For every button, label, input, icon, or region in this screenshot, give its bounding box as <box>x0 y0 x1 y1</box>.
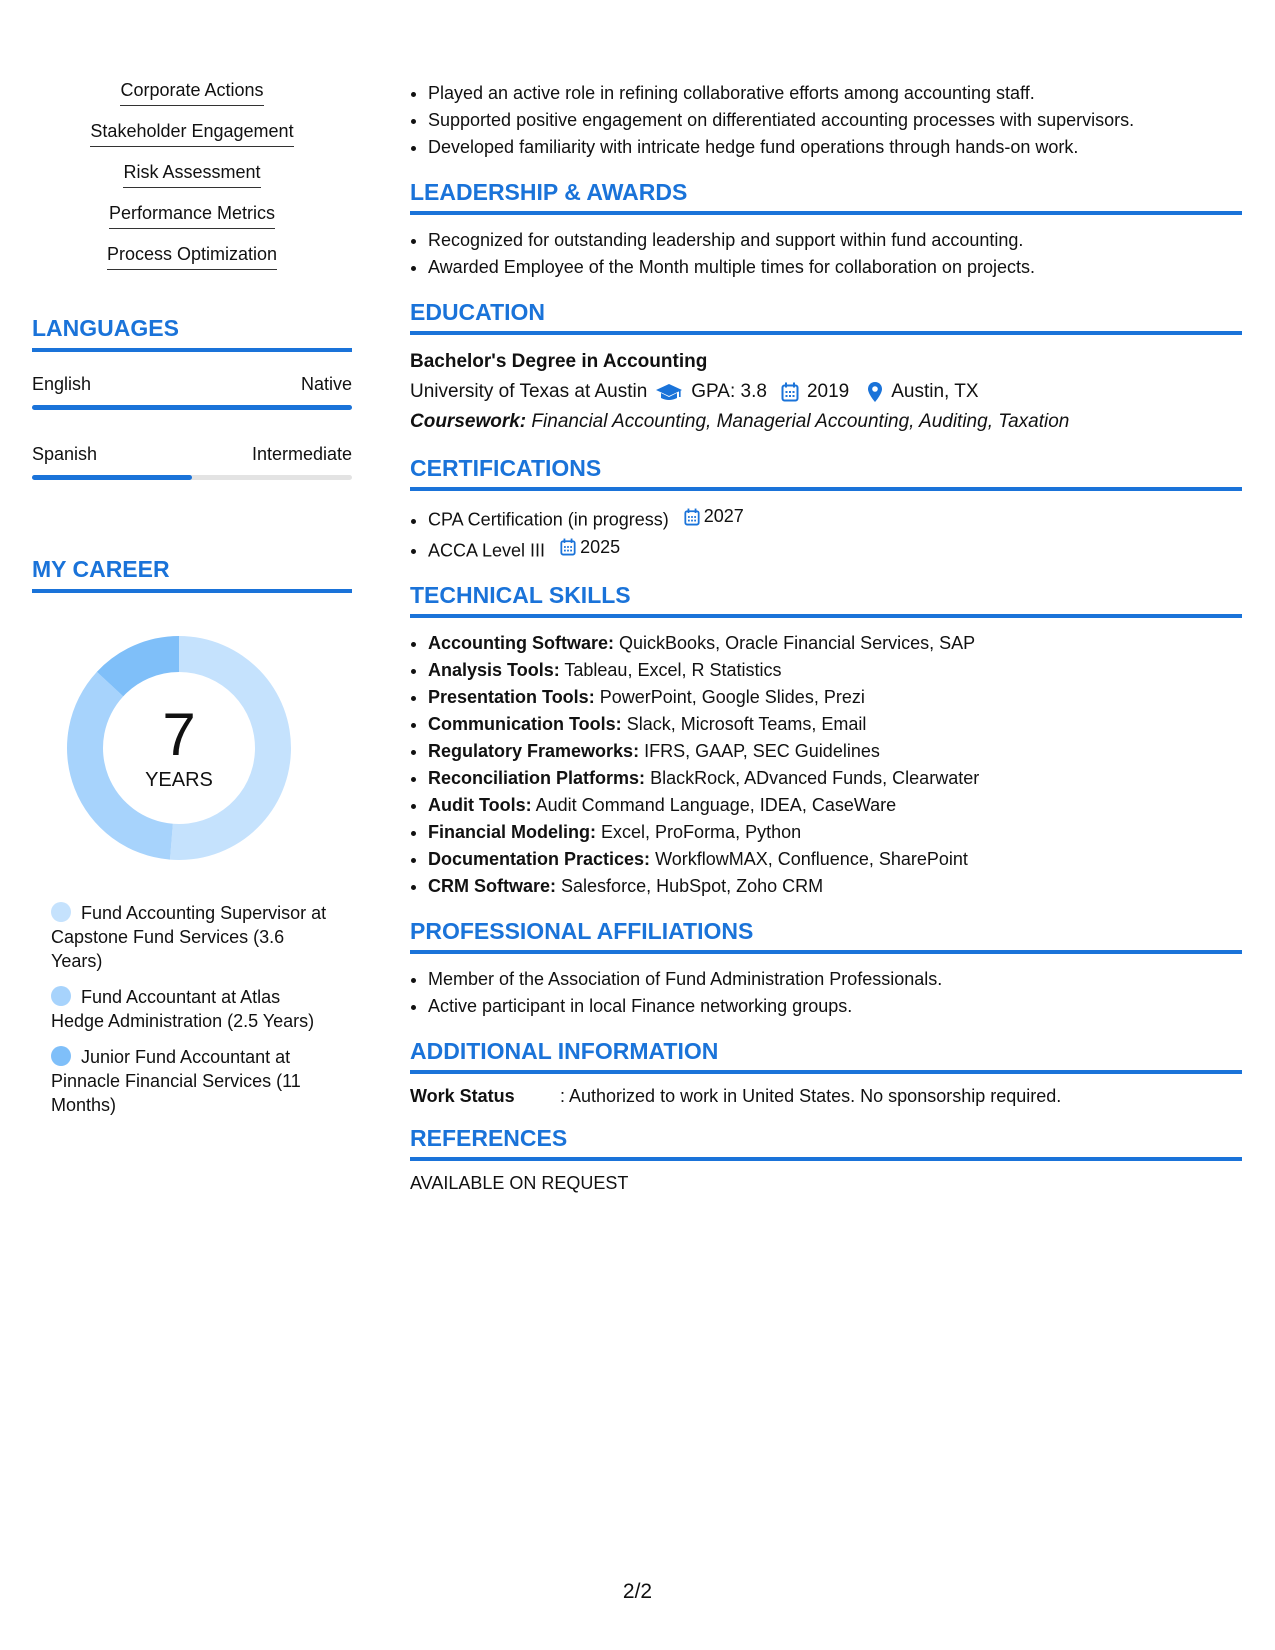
career-role: Junior Fund Accountant at Pinnacle Financial Services (11 Months) <box>51 1047 301 1115</box>
skill-tag: Process Optimization <box>107 244 277 270</box>
skill-values: Excel, ProForma, Python <box>601 822 802 842</box>
graduation-year: 2019 <box>806 381 850 402</box>
list-item <box>428 711 1242 738</box>
list-item: • Member of the Association of Fund Administration Professionals. <box>428 966 1242 993</box>
career-legend-item <box>51 1045 331 1117</box>
cert-year: 2025 <box>580 536 621 557</box>
skill-values: Salesforce, HubSpot, Zoho CRM <box>561 876 824 896</box>
technical-skills-heading: TECHNICAL SKILLS <box>410 582 1242 618</box>
calendar-icon <box>781 382 799 402</box>
language-level-bar <box>32 475 352 480</box>
cert-name: CPA Certification (in progress) <box>428 509 669 530</box>
skill-tag: Corporate Actions <box>120 80 263 106</box>
language-level-fill <box>32 405 352 410</box>
career-donut <box>64 633 294 863</box>
left-column <box>32 80 352 1129</box>
skills-list <box>32 80 352 285</box>
education-heading: EDUCATION <box>410 299 1242 335</box>
career-legend-item <box>51 985 331 1033</box>
skill-category: Communication Tools: <box>428 714 622 734</box>
references-heading: REFERENCES <box>410 1125 1242 1161</box>
work-status <box>410 1086 1242 1107</box>
language-name: Spanish <box>32 444 98 464</box>
skill-values: Tableau, Excel, R Statistics <box>564 660 782 680</box>
experience-bullets <box>410 80 1242 161</box>
cert-name: ACCA Level III <box>428 540 546 560</box>
list-item <box>428 738 1242 765</box>
coursework <box>410 407 1242 437</box>
language-level: Intermediate <box>251 444 352 464</box>
language-item <box>32 374 352 410</box>
skill-category: Analysis Tools: <box>428 660 560 680</box>
cert-year: 2027 <box>703 506 744 526</box>
leadership-list <box>410 227 1242 281</box>
career-years-number: 7 <box>162 700 196 768</box>
legend-dot <box>51 902 71 922</box>
gpa: GPA: 3.8 <box>691 381 767 402</box>
location-pin-icon <box>867 381 883 403</box>
school-name: University of Texas at Austin <box>410 381 648 402</box>
career-role: Fund Accountant at Atlas Hedge Administration (2.5 Years) <box>51 987 315 1031</box>
skill-values: BlackRock, ADvanced Funds, Clearwater <box>650 768 980 788</box>
list-item <box>428 503 1242 534</box>
legend-dot <box>51 986 71 1006</box>
skill-category: Reconciliation Platforms: <box>428 768 646 788</box>
list-item <box>428 846 1242 873</box>
skill-values: Slack, Microsoft Teams, Email <box>626 714 867 734</box>
education-details <box>410 377 1242 407</box>
list-item <box>428 819 1242 846</box>
list-item: • Awarded Employee of the Month multiple times for collaboration on projects. <box>428 254 1242 281</box>
skill-category: Financial Modeling: <box>428 822 597 842</box>
skill-values: QuickBooks, Oracle Financial Services, SAP <box>619 633 976 653</box>
leadership-heading: LEADERSHIP & AWARDS <box>410 179 1242 215</box>
certifications-heading: CERTIFICATIONS <box>410 455 1242 491</box>
skill-tag: Stakeholder Engagement <box>90 121 293 147</box>
list-item: • Developed familiarity with intricate hedge fund operations through hands-on work. <box>428 134 1242 161</box>
skill-category: Regulatory Frameworks: <box>428 741 640 761</box>
school-location: Austin, TX <box>891 381 979 402</box>
references-text: AVAILABLE ON REQUEST <box>410 1173 629 1193</box>
skill-category: Presentation Tools: <box>428 687 595 707</box>
language-level: Native <box>300 374 352 394</box>
coursework-label: Coursework: <box>410 411 527 432</box>
skill-category: Accounting Software: <box>428 633 615 653</box>
language-level-bar <box>32 405 352 410</box>
skill-category: Audit Tools: <box>428 795 532 815</box>
list-item <box>428 792 1242 819</box>
skill-values: WorkflowMAX, Confluence, SharePoint <box>655 849 968 869</box>
graduation-cap-icon <box>655 382 683 402</box>
career-role: Fund Accounting Supervisor at Capstone Fund Services (3.6 Years) <box>51 903 327 971</box>
degree-title: Bachelor's Degree in Accounting <box>410 351 708 372</box>
list-item: • Recognized for outstanding leadership and support within fund accounting. <box>428 227 1242 254</box>
certifications-list <box>410 503 1242 564</box>
list-item: • Active participant in local Finance networking groups. <box>428 993 1242 1020</box>
page-number: 2/2 <box>622 1580 653 1603</box>
language-level-fill <box>32 475 192 480</box>
right-column <box>410 80 1242 1194</box>
coursework-list: Financial Accounting, Managerial Accounting, Auditing, Taxation <box>531 411 1070 432</box>
calendar-icon <box>684 508 700 526</box>
list-item <box>428 684 1242 711</box>
languages-heading: LANGUAGES <box>32 315 352 352</box>
work-status-value: : Authorized to work in United States. No sponsorship required. <box>560 1086 1062 1106</box>
legend-dot <box>51 1046 71 1066</box>
skill-category: CRM Software: <box>428 876 557 896</box>
list-item: • Played an active role in refining collaborative efforts among accounting staff. <box>428 80 1242 107</box>
career-legend <box>51 901 331 1117</box>
list-item <box>428 534 1242 565</box>
language-name: English <box>32 374 92 394</box>
career-heading: MY CAREER <box>32 556 352 593</box>
language-item <box>32 444 352 480</box>
calendar-icon <box>560 538 576 556</box>
list-item <box>428 873 1242 900</box>
list-item: • Supported positive engagement on differentiated accounting processes with supervisors. <box>428 107 1242 134</box>
list-item <box>428 765 1242 792</box>
list-item <box>428 630 1242 657</box>
technical-skills-list <box>410 630 1242 900</box>
career-legend-item <box>51 901 331 973</box>
skill-tag: Performance Metrics <box>109 203 275 229</box>
additional-info-heading: ADDITIONAL INFORMATION <box>410 1038 1242 1074</box>
career-years-label: YEARS <box>145 768 213 791</box>
affiliations-list <box>410 966 1242 1020</box>
list-item <box>428 657 1242 684</box>
work-status-label: Work Status <box>410 1086 515 1106</box>
skill-tag: Risk Assessment <box>123 162 260 188</box>
skill-category: Documentation Practices: <box>428 849 651 869</box>
skill-values: IFRS, GAAP, SEC Guidelines <box>644 741 880 761</box>
skill-values: Audit Command Language, IDEA, CaseWare <box>535 795 897 815</box>
affiliations-heading: PROFESSIONAL AFFILIATIONS <box>410 918 1242 954</box>
skill-values: PowerPoint, Google Slides, Prezi <box>599 687 865 707</box>
